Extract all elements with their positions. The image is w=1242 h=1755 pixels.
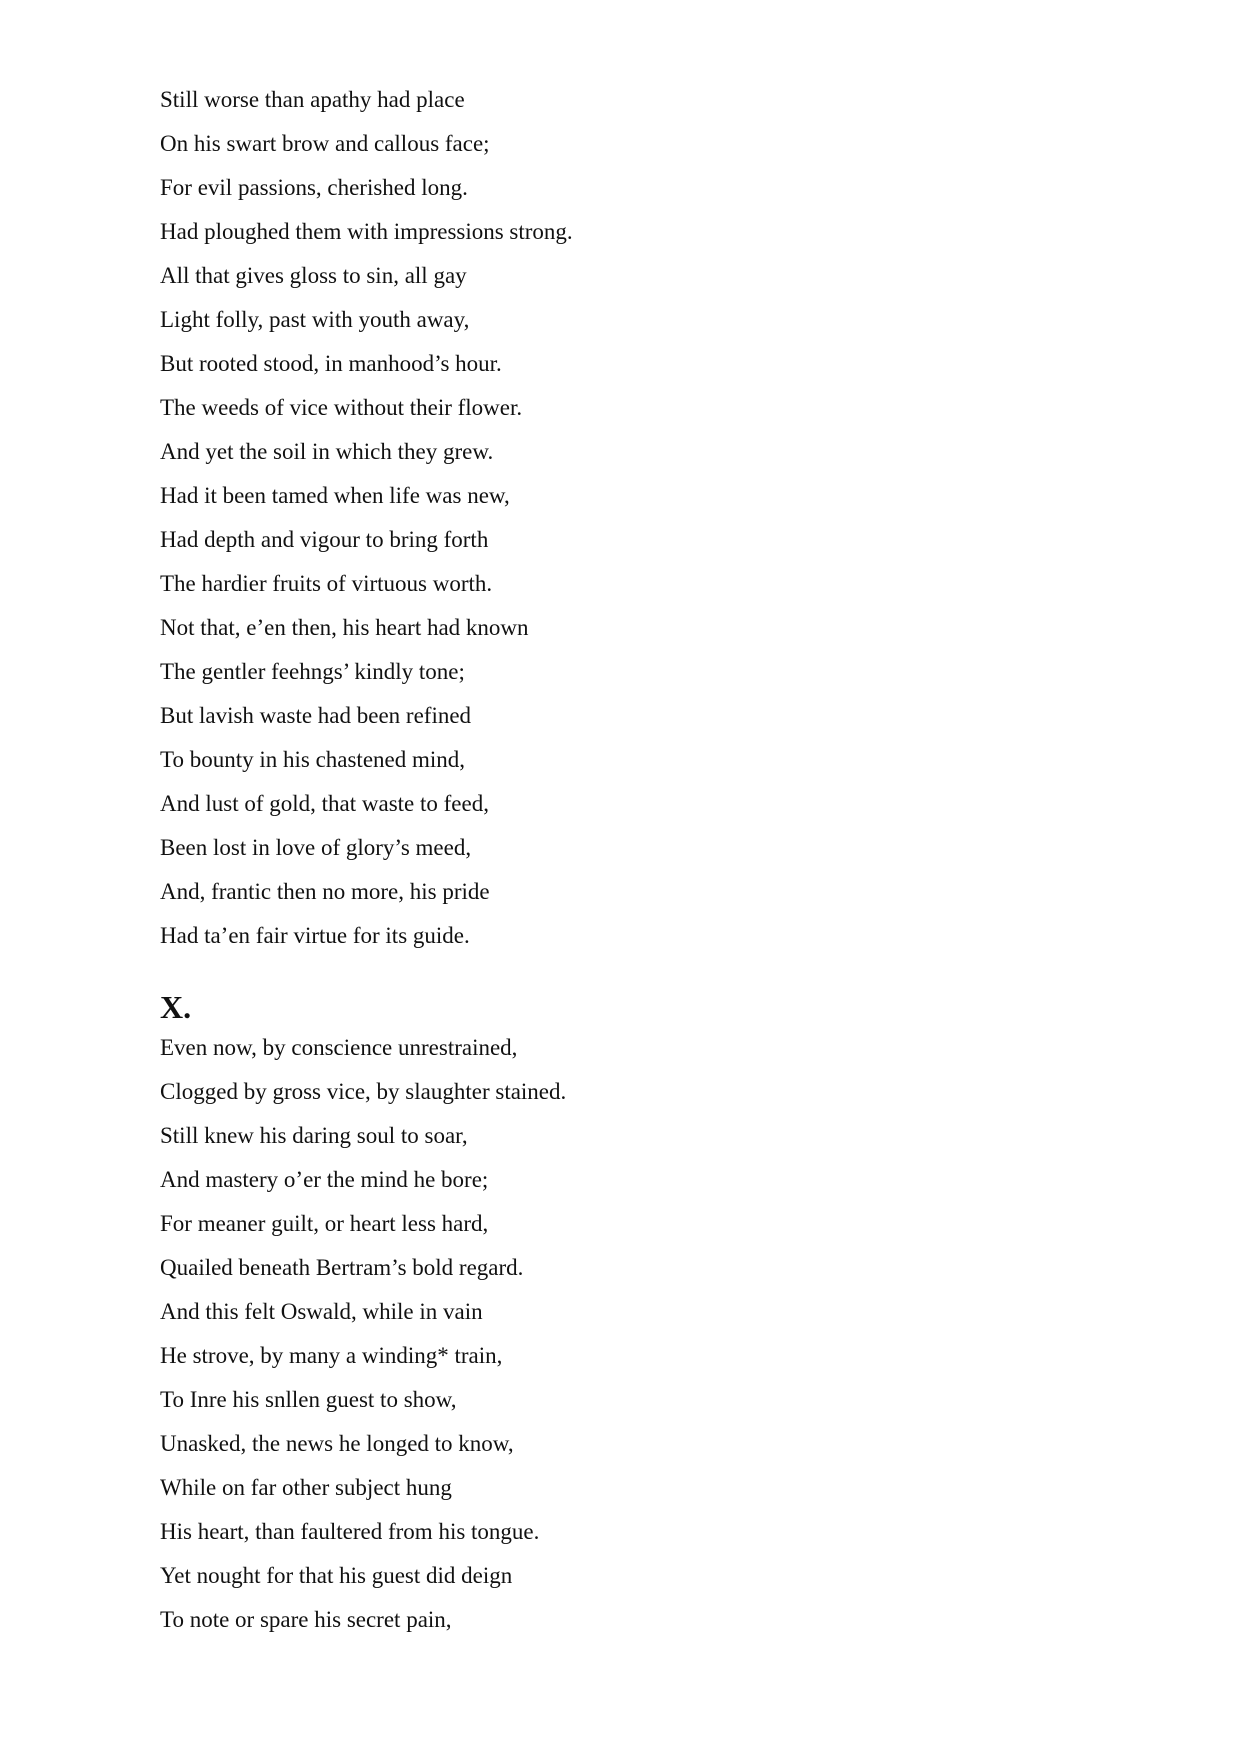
verse-line: But lavish waste had been refined [160, 703, 472, 728]
verse-line: Clogged by gross vice, by slaughter stained. [160, 1079, 567, 1104]
verse-line: Unasked, the news he longed to know, [160, 1431, 514, 1456]
verse-line: His heart, than faultered from his tongue. [160, 1519, 540, 1544]
verse-line: And mastery o’er the mind he bore; [160, 1167, 489, 1192]
verse-line: Not that, e’en then, his heart had known [160, 615, 529, 640]
verse-line: Had it been tamed when life was new, [160, 483, 510, 508]
verse-line: Had ta’en fair virtue for its guide. [160, 923, 470, 948]
verse-line: To note or spare his secret pain, [160, 1607, 452, 1632]
verse-line: Even now, by conscience unrestrained, [160, 1035, 518, 1060]
verse-line: For meaner guilt, or heart less hard, [160, 1211, 489, 1236]
verse-line: Still knew his daring soul to soar, [160, 1123, 468, 1148]
verse-line: Had depth and vigour to bring forth [160, 527, 489, 552]
verse-line: To Inre his snllen guest to show, [160, 1387, 457, 1412]
stanza-heading: X. [160, 989, 192, 1025]
verse-line: Light folly, past with youth away, [160, 307, 470, 332]
verse-line: While on far other subject hung [160, 1475, 452, 1500]
verse-line: And this felt Oswald, while in vain [160, 1299, 483, 1324]
verse-line: To bounty in his chastened mind, [160, 747, 466, 772]
verse-line: All that gives gloss to sin, all gay [160, 263, 467, 288]
stanza-ix-continued [160, 78, 1060, 958]
verse-line: Quailed beneath Bertram’s bold regard. [160, 1255, 524, 1280]
verse-line: The hardier fruits of virtuous worth. [160, 571, 493, 596]
verse-line: Been lost in love of glory’s meed, [160, 835, 472, 860]
verse-line: Yet nought for that his guest did deign [160, 1563, 513, 1588]
verse-line: On his swart brow and callous face; [160, 131, 490, 156]
verse-line: For evil passions, cherished long. [160, 175, 468, 200]
verse-line: And, frantic then no more, his pride [160, 879, 490, 904]
verse-line: Had ploughed them with impressions strong. [160, 219, 573, 244]
verse-line: But rooted stood, in manhood’s hour. [160, 351, 502, 376]
verse-line: The gentler feehngs’ kindly tone; [160, 659, 465, 684]
stanza-x [160, 988, 1060, 1642]
verse-line: And yet the soil in which they grew. [160, 439, 494, 464]
verse-line: And lust of gold, that waste to feed, [160, 791, 489, 816]
verse-line: He strove, by many a winding* train, [160, 1343, 503, 1368]
poem-page [160, 78, 1060, 1642]
verse-line: Still worse than apathy had place [160, 87, 465, 112]
verse-line: The weeds of vice without their flower. [160, 395, 523, 420]
